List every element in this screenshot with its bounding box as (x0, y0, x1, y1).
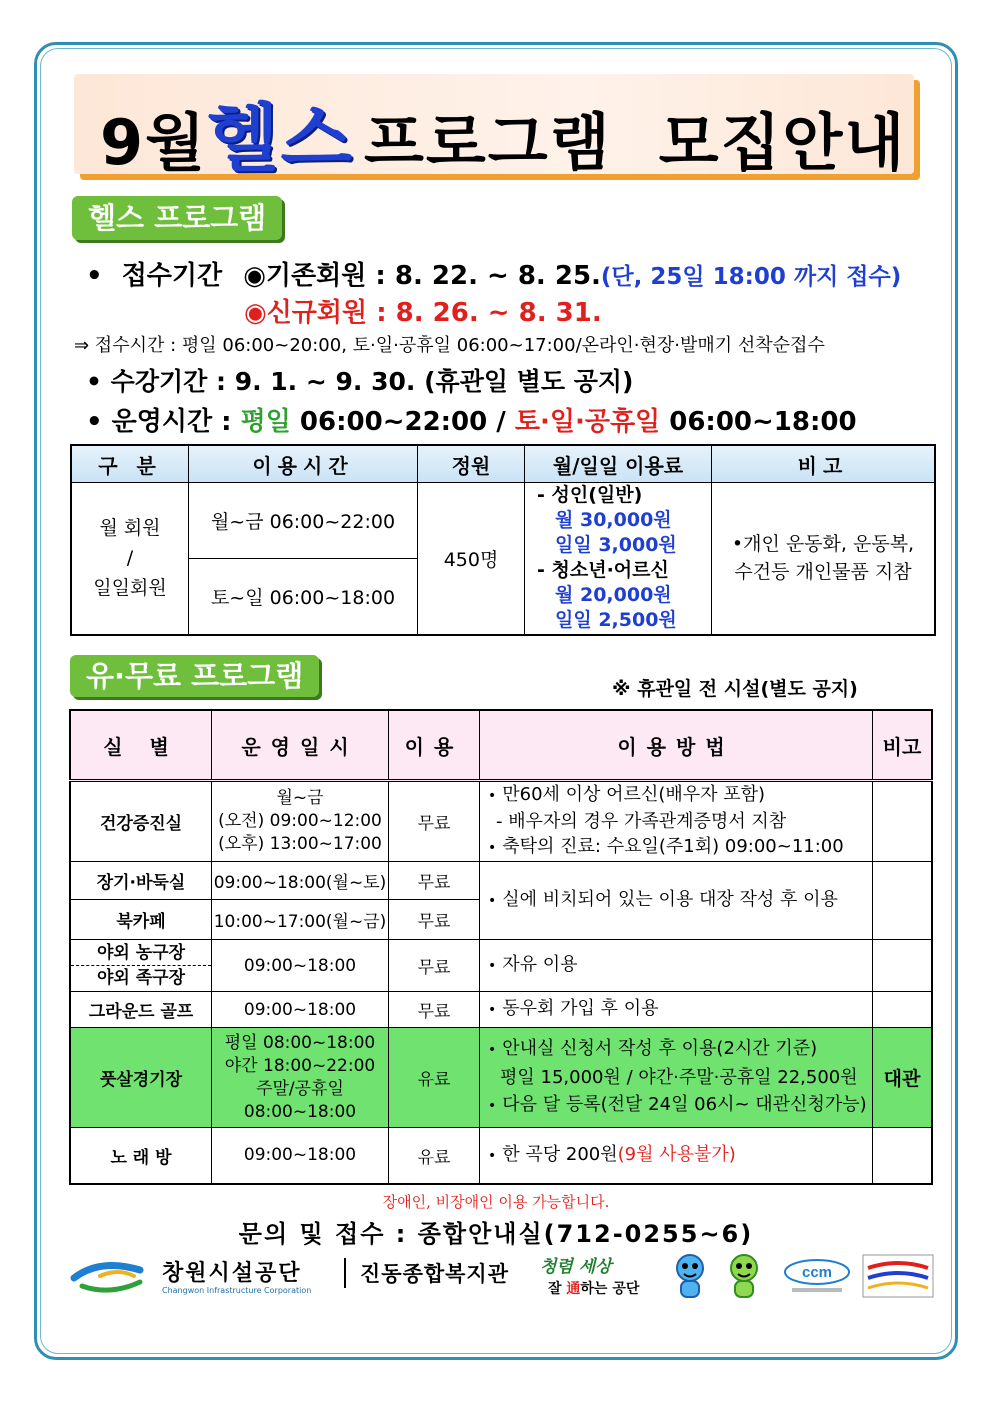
org-name-english: Changwon Infrastructure Corporation (162, 1286, 312, 1295)
ccm-logo-icon (782, 1258, 852, 1296)
time-weekend: 토~일 06:00~18:00 (189, 559, 418, 635)
ccm-logo-text: ccm (801, 1264, 833, 1281)
existing-member-note: (단, 25일 18:00 까지 접수) (600, 264, 902, 290)
method-text: 안내실 신청서 작성 후 이용(2시간 기준) (502, 1038, 818, 1059)
page-title (100, 80, 906, 186)
bullet-icon: • (488, 958, 497, 974)
schedule-cell (212, 781, 389, 862)
category-line: / (126, 547, 134, 570)
divider (344, 1258, 346, 1288)
table-row (71, 483, 935, 559)
table-row (70, 1028, 932, 1128)
hours-weekday-time: 06:00~22:00 / (290, 407, 515, 437)
slogan-part: 하는 공단 (580, 1281, 640, 1297)
usage-fee: 유료 (389, 1128, 480, 1184)
hours-weekend-label: 토·일·공휴일 (514, 407, 661, 437)
hours-weekend-time: 06:00~18:00 (660, 407, 857, 437)
method-line (488, 782, 872, 809)
method-line (488, 1035, 872, 1064)
method-text: 축탁의 진료: 수요일(주1회) 09:00~11:00 (502, 836, 844, 857)
usage-fee: 무료 (389, 992, 480, 1028)
schedule-line: 08:00~18:00 (243, 1101, 357, 1122)
fee-youth-day: 일일 2,500원 (555, 609, 677, 632)
org-name: 창원시설공단 (162, 1261, 302, 1286)
note-line: 수건등 개인물품 지참 (734, 561, 912, 584)
title-month: 9월 (100, 106, 208, 179)
room-name: 풋살경기장 (70, 1028, 212, 1128)
usage-fee: 무료 (389, 862, 480, 900)
method-text: 다음 달 등록(전달 24일 06시~ 대관신청가능) (502, 1094, 867, 1115)
capacity-value: 450명 (418, 483, 525, 635)
course-period: • 수강기간 : 9. 1. ~ 9. 30. (휴관일 별도 공지) (86, 367, 634, 396)
method-text: 동우회 가입 후 이용 (502, 998, 659, 1019)
closure-notice: ※ 휴관일 전 시설(별도 공지) (612, 678, 858, 700)
mascot-green-icon (722, 1252, 766, 1300)
note-line: •개인 운동화, 운동복, (731, 533, 915, 556)
bullet-icon: • (488, 1098, 497, 1114)
bullet-icon: • (488, 788, 497, 804)
health-program-table (70, 444, 936, 636)
table-row (70, 781, 932, 862)
radio-mark-icon: ◉ (243, 261, 266, 291)
slogan-part: 通 (566, 1281, 581, 1297)
mascot-blue-icon (668, 1252, 712, 1300)
schedule-cell: 09:00~18:00 (212, 992, 389, 1028)
category-line: 월 회원 (99, 517, 161, 540)
schedule-line: (오전) 09:00~12:00 (218, 811, 382, 831)
method-text: 자유 이용 (502, 954, 578, 975)
note-cell (873, 940, 933, 992)
schedule-cell (212, 1028, 389, 1128)
method-cell (480, 992, 873, 1028)
note-cell (873, 862, 933, 940)
hours-label: • 운영시간 : (86, 407, 241, 437)
method-cell (480, 940, 873, 992)
fee-list (525, 483, 712, 635)
section-badge-free-paid: 유·무료 프로그램 (70, 655, 319, 697)
certification-mark-icon (862, 1254, 934, 1298)
free-paid-program-table (69, 709, 933, 1185)
room-name (70, 940, 212, 992)
city-swirl-logo-icon (70, 1256, 150, 1296)
footer-logos (70, 1250, 940, 1302)
col-header-note: 비고 (873, 710, 933, 781)
new-member-dates: : 8. 26. ~ 8. 31. (367, 298, 602, 328)
usage-fee: 무료 (389, 900, 480, 940)
fee-youth: - 청소년·어르신 (537, 559, 669, 582)
schedule-line: 월~금 (276, 788, 324, 808)
category-line: 일일회원 (93, 577, 167, 600)
reception-label: 접수기간 (121, 261, 223, 291)
new-member-line (244, 292, 602, 329)
method-cell (480, 1028, 873, 1128)
accessibility-note: 장애인, 비장애인 이용 가능합니다. (382, 1193, 610, 1211)
rental-note: 대관 (873, 1028, 933, 1128)
note-cell (712, 483, 936, 635)
table-row (70, 940, 932, 992)
section-badge-health: 헬스 프로그램 (72, 196, 282, 240)
slogan-part: 잘 (548, 1281, 567, 1297)
room-name: 장기·바둑실 (70, 862, 212, 900)
existing-member-label: 기존회원 (265, 261, 367, 291)
reception-line (86, 255, 901, 292)
title-rest: 프로그램 모집안내 (364, 106, 907, 179)
time-weekday: 월~금 06:00~22:00 (189, 483, 418, 559)
col-header-time: 이용시간 (189, 445, 418, 483)
bullet-icon: • (488, 1147, 497, 1164)
fee-adult-day: 일일 3,000원 (555, 534, 677, 557)
existing-member-dates: : 8. 22. ~ 8. 25. (366, 261, 601, 291)
method-line (488, 1091, 872, 1120)
schedule-line: 야간 18:00~22:00 (224, 1055, 376, 1076)
note-cell (873, 992, 933, 1028)
table-row (70, 992, 932, 1028)
bullet-icon: • (488, 893, 497, 909)
bullet-icon: • (488, 1042, 497, 1058)
operating-hours (86, 401, 857, 438)
slogan-integrity: 청렴 세상 (540, 1257, 612, 1277)
method-line: 평일 15,000원 / 야간·주말·공휴일 22,500원 (500, 1067, 858, 1088)
schedule-cell: 09:00~18:00 (212, 1128, 389, 1184)
table-header-row (70, 710, 932, 781)
method-cell (480, 1128, 873, 1184)
method-cell (480, 781, 873, 862)
room-name-line: 야외 족구장 (96, 968, 186, 988)
room-name-line: 야외 농구장 (71, 941, 211, 966)
room-name: 그라운드 골프 (70, 992, 212, 1028)
usage-fee: 무료 (389, 781, 480, 862)
col-header-schedule: 운영일시 (212, 710, 389, 781)
col-header-capacity: 정원 (418, 445, 525, 483)
new-member-label: 신규회원 (266, 298, 368, 328)
hours-weekday-label: 평일 (240, 407, 291, 437)
method-text: 만60세 이상 어르신(배우자 포함) (502, 784, 766, 805)
schedule-cell: 09:00~18:00(월~토) (212, 862, 389, 900)
radio-mark-icon: ◉ (244, 298, 267, 328)
col-header-usage: 이용 (389, 710, 480, 781)
method-text: 실에 비치되어 있는 이용 대장 작성 후 이용 (502, 889, 838, 910)
usage-fee: 유료 (389, 1028, 480, 1128)
contact-info: 문의 및 접수 : 종합안내실(712-0255~6) (238, 1220, 754, 1248)
method-line: - 배우자의 경우 가족관계증명서 지참 (496, 811, 787, 832)
usage-fee: 무료 (389, 940, 480, 992)
bullet-icon: • (488, 840, 497, 856)
schedule-line: 평일 08:00~18:00 (224, 1032, 376, 1053)
schedule-line: (오후) 13:00~17:00 (218, 834, 382, 854)
col-header-method: 이용방법 (480, 710, 873, 781)
schedule-line: 주말/공휴일 (256, 1078, 344, 1099)
schedule-cell: 09:00~18:00 (212, 940, 389, 992)
fee-youth-month: 월 20,000원 (555, 584, 672, 607)
col-header-room: 실 별 (70, 710, 212, 781)
room-name: 노 래 방 (70, 1128, 212, 1184)
note-cell (873, 1128, 933, 1184)
method-warning: (9월 사용불가) (617, 1143, 736, 1165)
welfare-center-name: 진동종합복지관 (360, 1262, 510, 1286)
room-name: 북카페 (70, 900, 212, 940)
method-cell (480, 862, 873, 940)
bullet-icon: • (488, 1002, 497, 1018)
title-health: 헬스 (207, 96, 355, 182)
fee-adult: - 성인(일반) (537, 484, 643, 507)
table-row (70, 1128, 932, 1184)
col-header-note: 비고 (712, 445, 936, 483)
membership-category (71, 483, 189, 635)
schedule-cell: 10:00~17:00(월~금) (212, 900, 389, 940)
room-name: 건강증진실 (70, 781, 212, 862)
col-header-fee: 월/일일 이용료 (525, 445, 712, 483)
table-row (70, 862, 932, 900)
fee-adult-month: 월 30,000원 (555, 509, 672, 532)
table-header-row (71, 445, 935, 483)
note-cell (873, 781, 933, 862)
slogan-communication (548, 1278, 639, 1298)
reception-time: ⇒ 접수시간 : 평일 06:00~20:00, 토·일·공휴일 06:00~17:00/온라인·현장·발매기 선착순접수 (74, 335, 825, 356)
bullet: • (86, 261, 103, 291)
method-line (488, 834, 872, 861)
method-text: 한 곡당 200원 (502, 1143, 618, 1165)
col-header-category: 구 분 (71, 445, 189, 483)
